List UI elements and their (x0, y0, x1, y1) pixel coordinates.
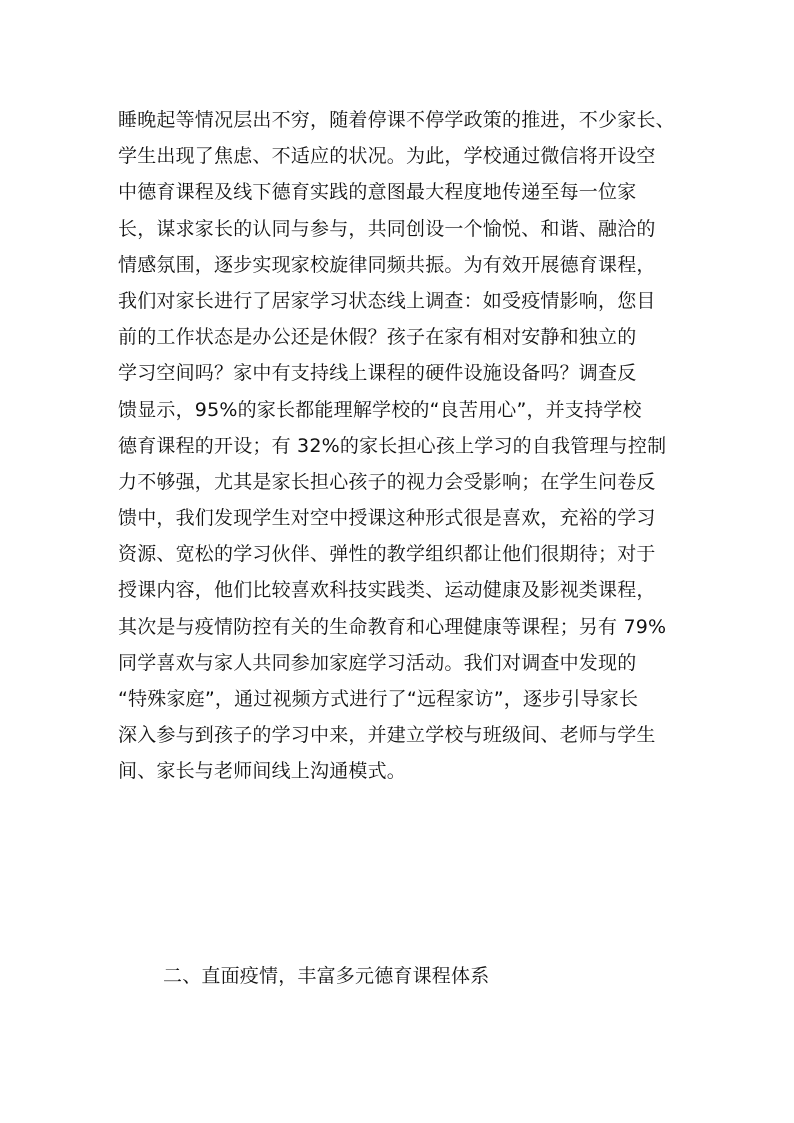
paragraph-line: 馈中，我们发现学生对空中授课这种形式很是喜欢，充裕的学习 (118, 507, 656, 530)
paragraph-line: 学习空间吗？家中有支持线上课程的硬件设施设备吗？调查反 (118, 362, 637, 385)
paragraph-line: 睡晚起等情况层出不穷，随着停课不停学政策的推进，不少家长、 (118, 109, 675, 131)
paragraph-line: 情感氛围，逐步实现家校旋律同频共振。为有效开展德育课程， (118, 253, 656, 276)
paragraph-line: 授课内容，他们比较喜欢科技实践类、运动健康及影视类课程， (118, 579, 656, 602)
paragraph-line: 同学喜欢与家人共同参加家庭学习活动。我们对调查中发现的 (118, 651, 637, 674)
paragraph-line: 资源、宽松的学习伙伴、弹性的教学组织都让他们很期待；对于 (118, 543, 656, 566)
paragraph-line: 其次是与疫情防控有关的生命教育和心理健康等课程；另有 79% (118, 615, 667, 638)
paragraph-line: 间、家长与老师间线上沟通模式。 (118, 760, 407, 783)
paragraph-line: 馈显示，95%的家长都能理解学校的“良苦用心”，并支持学校 (118, 398, 642, 421)
paragraph-line: 深入参与到孩子的学习中来，并建立学校与班级间、老师与学生 (118, 724, 656, 747)
paragraph-line: 长，谋求家长的认同与参与，共同创设一个愉悦、和谐、融洽的 (118, 217, 656, 240)
paragraph-line: 德育课程的开设；有 32%的家长担心孩上学习的自我管理与控制 (118, 434, 667, 457)
paragraph-line: 力不够强，尤其是家长担心孩子的视力会受影响；在学生问卷反 (118, 470, 656, 493)
paragraph-line: 我们对家长进行了居家学习状态线上调查：如受疫情影响，您目 (118, 289, 656, 312)
section-heading: 二、直面疫情，丰富多元德育课程体系 (163, 965, 490, 987)
paragraph-line: 中德育课程及线下德育实践的意图最大程度地传递至每一位家 (118, 181, 637, 204)
paragraph-line: 学生出现了焦虑、不适应的状况。为此，学校通过微信将开设空 (118, 145, 656, 168)
body-paragraph (118, 102, 688, 790)
paragraph-line: “特殊家庭”，通过视频方式进行了“远程家访”，逐步引导家长 (118, 688, 639, 710)
paragraph-line: 前的工作状态是办公还是休假？孩子在家有相对安静和独立的 (118, 326, 637, 349)
